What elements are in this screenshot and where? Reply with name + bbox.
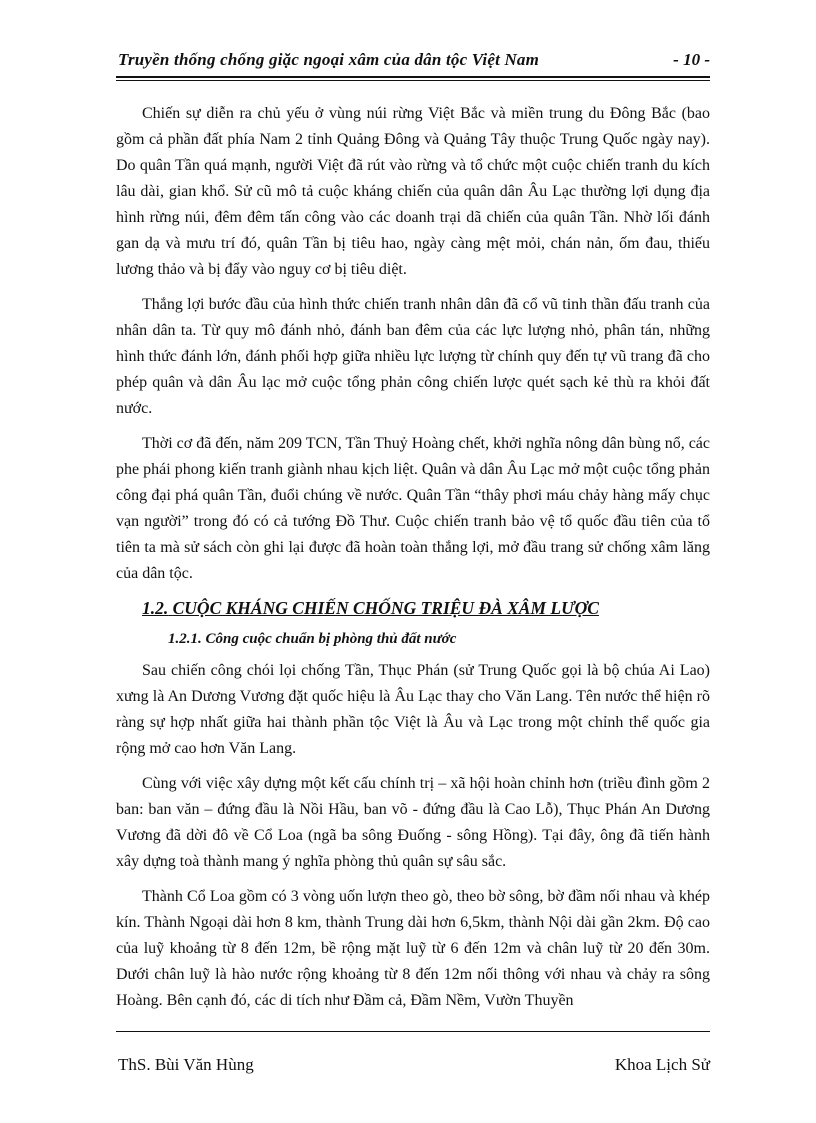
header-divider-thin: [116, 80, 710, 81]
footer-divider: [116, 1031, 710, 1032]
paragraph: Thời cơ đã đến, năm 209 TCN, Tần Thuỷ Hoàng chết, khởi nghĩa nông dân bùng nổ, các phe phái phong kiến tranh giành nhau kịch liệt. Quân và dân Âu Lạc mở một cuộc tổng phản công đại phá quân Tần, đuổi chúng về nước. Quân Tần “thây phơi máu chảy hàng mấy chục vạn người” trong đó có cả tướng Đồ Thư. Cuộc chiến tranh bảo vệ tổ quốc đầu tiên của tổ tiên ta mà sử sách còn ghi lại được đã hoàn toàn thắng lợi, mở đầu trang sử chống xâm lăng của dân tộc.: [116, 435, 710, 582]
footer-author: ThS. Bùi Văn Hùng: [118, 1055, 254, 1074]
section-number: 1.2.: [142, 598, 169, 618]
header-divider: [116, 76, 710, 78]
document-body: [116, 101, 710, 1023]
paragraph: Cùng với việc xây dựng một kết cấu chính trị – xã hội hoàn chỉnh hơn (triều đình gồm 2 ban: ban văn – đứng đầu là Nồi Hầu, ban võ - đứng đầu là Cao Lỗ), Thục Phán An Dương Vương đã dời đô về Cổ Loa (ngã ba sông Đuống - sông Hồng). Tại đây, ông đã tiến hành xây dựng toà thành mang ý nghĩa phòng thủ quân sự sâu sắc.: [116, 775, 710, 870]
paragraph: Thành Cổ Loa gồm có 3 vòng uốn lượn theo gò, theo bờ sông, bờ đầm nối nhau và khép kín. Thành Ngoại dài hơn 8 km, thành Trung dài hơn 6,5km, thành Nội dài gần 2km. Độ cao của luỹ khoảng từ 8 đến 12m, bề rộng mặt luỹ từ 6 đến 12m và chân luỹ từ 20 đến 30m. Dưới chân luỹ là hào nước rộng khoảng từ 8 đến 12m nối thông với nhau và chảy ra sông Hoàng. Bên cạnh đó, các di tích như Đầm cả, Đầm Nềm, Vườn Thuyền: [116, 888, 710, 1009]
paragraph: Chiến sự diễn ra chủ yếu ở vùng núi rừng Việt Bắc và miền trung du Đông Bắc (bao gồm cả phần đất phía Nam 2 tỉnh Quảng Đông và Quảng Tây thuộc Trung Quốc ngày nay). Do quân Tần quá mạnh, người Việt đã rút vào rừng và tổ chức một cuộc chiến tranh du kích lâu dài, gian khổ. Sử cũ mô tả cuộc kháng chiến của quân dân Âu Lạc thường lợi dụng địa hình rừng núi, đêm đêm tấn công vào các doanh trại dã chiến của quân Tần. Nhờ lối đánh gan dạ và mưu trí đó, quân Tần bị tiêu hao, ngày càng mệt mỏi, chán nản, ốm đau, thiếu lương thảo và bị đẩy vào nguy cơ bị tiêu diệt.: [116, 105, 710, 278]
subsection-heading: 1.2.1. Công cuộc chuẩn bị phòng thủ đất nước: [168, 631, 457, 647]
section-heading: [142, 596, 710, 620]
section-title: CUỘC KHÁNG CHIẾN CHỐNG TRIỆU ĐÀ XÂM LƯỢC: [172, 598, 599, 618]
header-title: Truyền thống chống giặc ngoại xâm của dân tộc Việt Nam: [118, 50, 540, 69]
page-number: - 10 -: [673, 50, 710, 69]
paragraph: Thắng lợi bước đầu của hình thức chiến tranh nhân dân đã cổ vũ tinh thần đấu tranh của nhân dân ta. Từ quy mô đánh nhỏ, đánh ban đêm của các lực lượng nhỏ, phân tán, những hình thức đánh lớn, đánh phối hợp giữa nhiều lực lượng từ chính quy đến tự vũ trang đã cho phép quân và dân Âu lạc mở cuộc tổng phản công chiến lược quét sạch kẻ thù ra khỏi đất nước.: [116, 296, 710, 417]
page-header: [116, 50, 710, 76]
footer-department: Khoa Lịch Sử: [614, 1055, 710, 1074]
paragraph: Sau chiến công chói lọi chống Tần, Thục Phán (sử Trung Quốc gọi là bộ chúa Ai Lao) xưng là An Dương Vương đặt quốc hiệu là Âu Lạc thay cho Văn Lang. Tên nước thể hiện rõ ràng sự hợp nhất giữa hai thành phần tộc Việt là Âu và Lạc trong một chỉnh thể quốc gia rộng mở cao hơn Văn Lang.: [116, 662, 710, 757]
